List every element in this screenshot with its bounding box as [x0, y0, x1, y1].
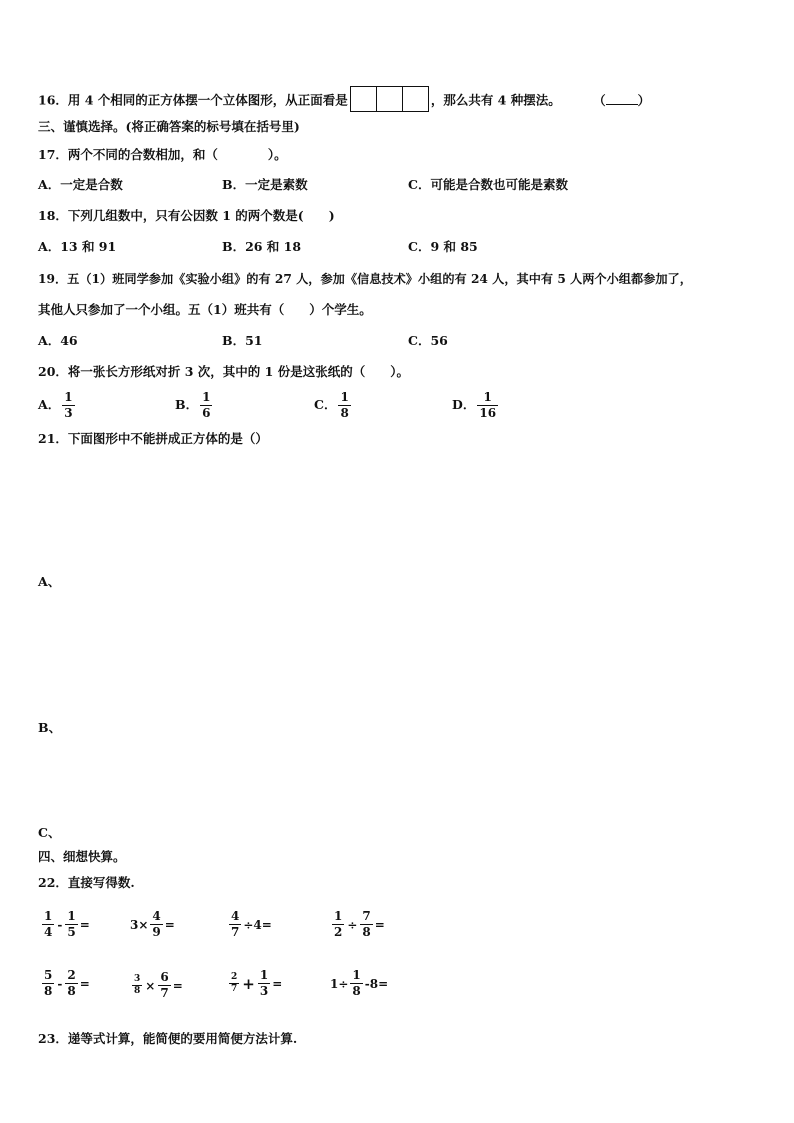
calc-r1-b: 3× $\frac{4}{9}$ = — [130, 909, 175, 939]
question-19-line-2: 其他人只参加了一个小组。五（1）班共有（ ）个学生。 — [38, 302, 372, 317]
calc-r2-c: $\frac{2}{7}$ + $\frac{1}{3}$ = — [231, 968, 283, 998]
q16-text-post: ，那么共有 4 种摆法。 — [430, 92, 561, 108]
q21-option-b[interactable]: B、 — [38, 720, 62, 735]
q19-option-a[interactable]: A．46 — [38, 333, 78, 348]
question-21: 21．下面图形中不能拼成正方体的是（） — [38, 431, 268, 446]
section-3-heading: 三、谨慎选择。(将正确答案的标号填在括号里) — [38, 119, 300, 134]
q18-option-a[interactable]: A．13 和 91 — [38, 239, 117, 254]
calc-r1-d: $\frac{1}{2}$ ÷ $\frac{7}{8}$ = — [334, 909, 385, 939]
front-view-boxes — [350, 86, 429, 112]
q20-option-d[interactable]: D． $\frac{1}{16}$ — [452, 390, 497, 420]
question-17: 17．两个不同的合数相加，和（ ）。 — [38, 147, 287, 162]
fraction: $\frac{1}{16}$ — [479, 390, 497, 420]
q21-option-c[interactable]: C、 — [38, 825, 61, 840]
q18-option-c[interactable]: C．9 和 85 — [408, 239, 478, 254]
question-18: 18．下列几组数中，只有公因数 1 的两个数是( ) — [38, 208, 335, 223]
calc-r2-b: $\frac{3}{8}$ × $\frac{6}{7}$ = — [134, 970, 183, 1000]
question-22: 22．直接写得数. — [38, 875, 135, 890]
q16-answer-blank[interactable] — [606, 92, 638, 105]
q17-option-b[interactable]: B．一定是素数 — [222, 177, 308, 192]
calc-r2-d: 1÷ $\frac{1}{8}$ -8= — [330, 968, 389, 998]
calc-r1-a: $\frac{1}{4}$ - $\frac{1}{5}$ = — [44, 909, 90, 939]
fraction: $\frac{1}{6}$ — [202, 390, 211, 420]
q19-option-b[interactable]: B．51 — [222, 333, 263, 348]
section-4-heading: 四、细想快算。 — [38, 849, 126, 864]
question-19-line-1: 19．五（1）班同学参加《实验小组》的有 27 人，参加《信息技术》小组的有 24 人，其中有 5 人两个小组都参加了， — [38, 272, 692, 286]
q17-option-a[interactable]: A．一定是合数 — [38, 177, 123, 192]
q17-option-c[interactable]: C．可能是合数也可能是素数 — [408, 177, 568, 192]
fraction: $\frac{1}{3}$ — [64, 390, 73, 420]
question-20: 20．将一张长方形纸对折 3 次，其中的 1 份是这张纸的（ ）。 — [38, 364, 409, 379]
calc-r2-a: $\frac{5}{8}$ - $\frac{2}{8}$ = — [44, 968, 90, 998]
question-23: 23．递等式计算，能简便的要用简便方法计算. — [38, 1031, 298, 1046]
q20-option-c[interactable]: C． $\frac{1}{8}$ — [314, 390, 349, 420]
q20-option-a[interactable]: A． $\frac{1}{3}$ — [38, 390, 73, 420]
fraction: $\frac{1}{8}$ — [340, 390, 349, 420]
q20-option-b[interactable]: B． $\frac{1}{6}$ — [175, 390, 211, 420]
calc-r1-c: $\frac{4}{7}$ ÷4= — [231, 909, 272, 939]
q18-option-b[interactable]: B．26 和 18 — [222, 239, 302, 254]
q21-option-a[interactable]: A、 — [38, 574, 61, 589]
q16-answer-paren: （ ） — [593, 92, 651, 108]
q19-option-c[interactable]: C．56 — [408, 333, 448, 348]
q16-text-pre: 16．用 4 个相同的正方体摆一个立体图形，从正面看是 — [38, 92, 348, 108]
question-16 — [38, 88, 650, 114]
